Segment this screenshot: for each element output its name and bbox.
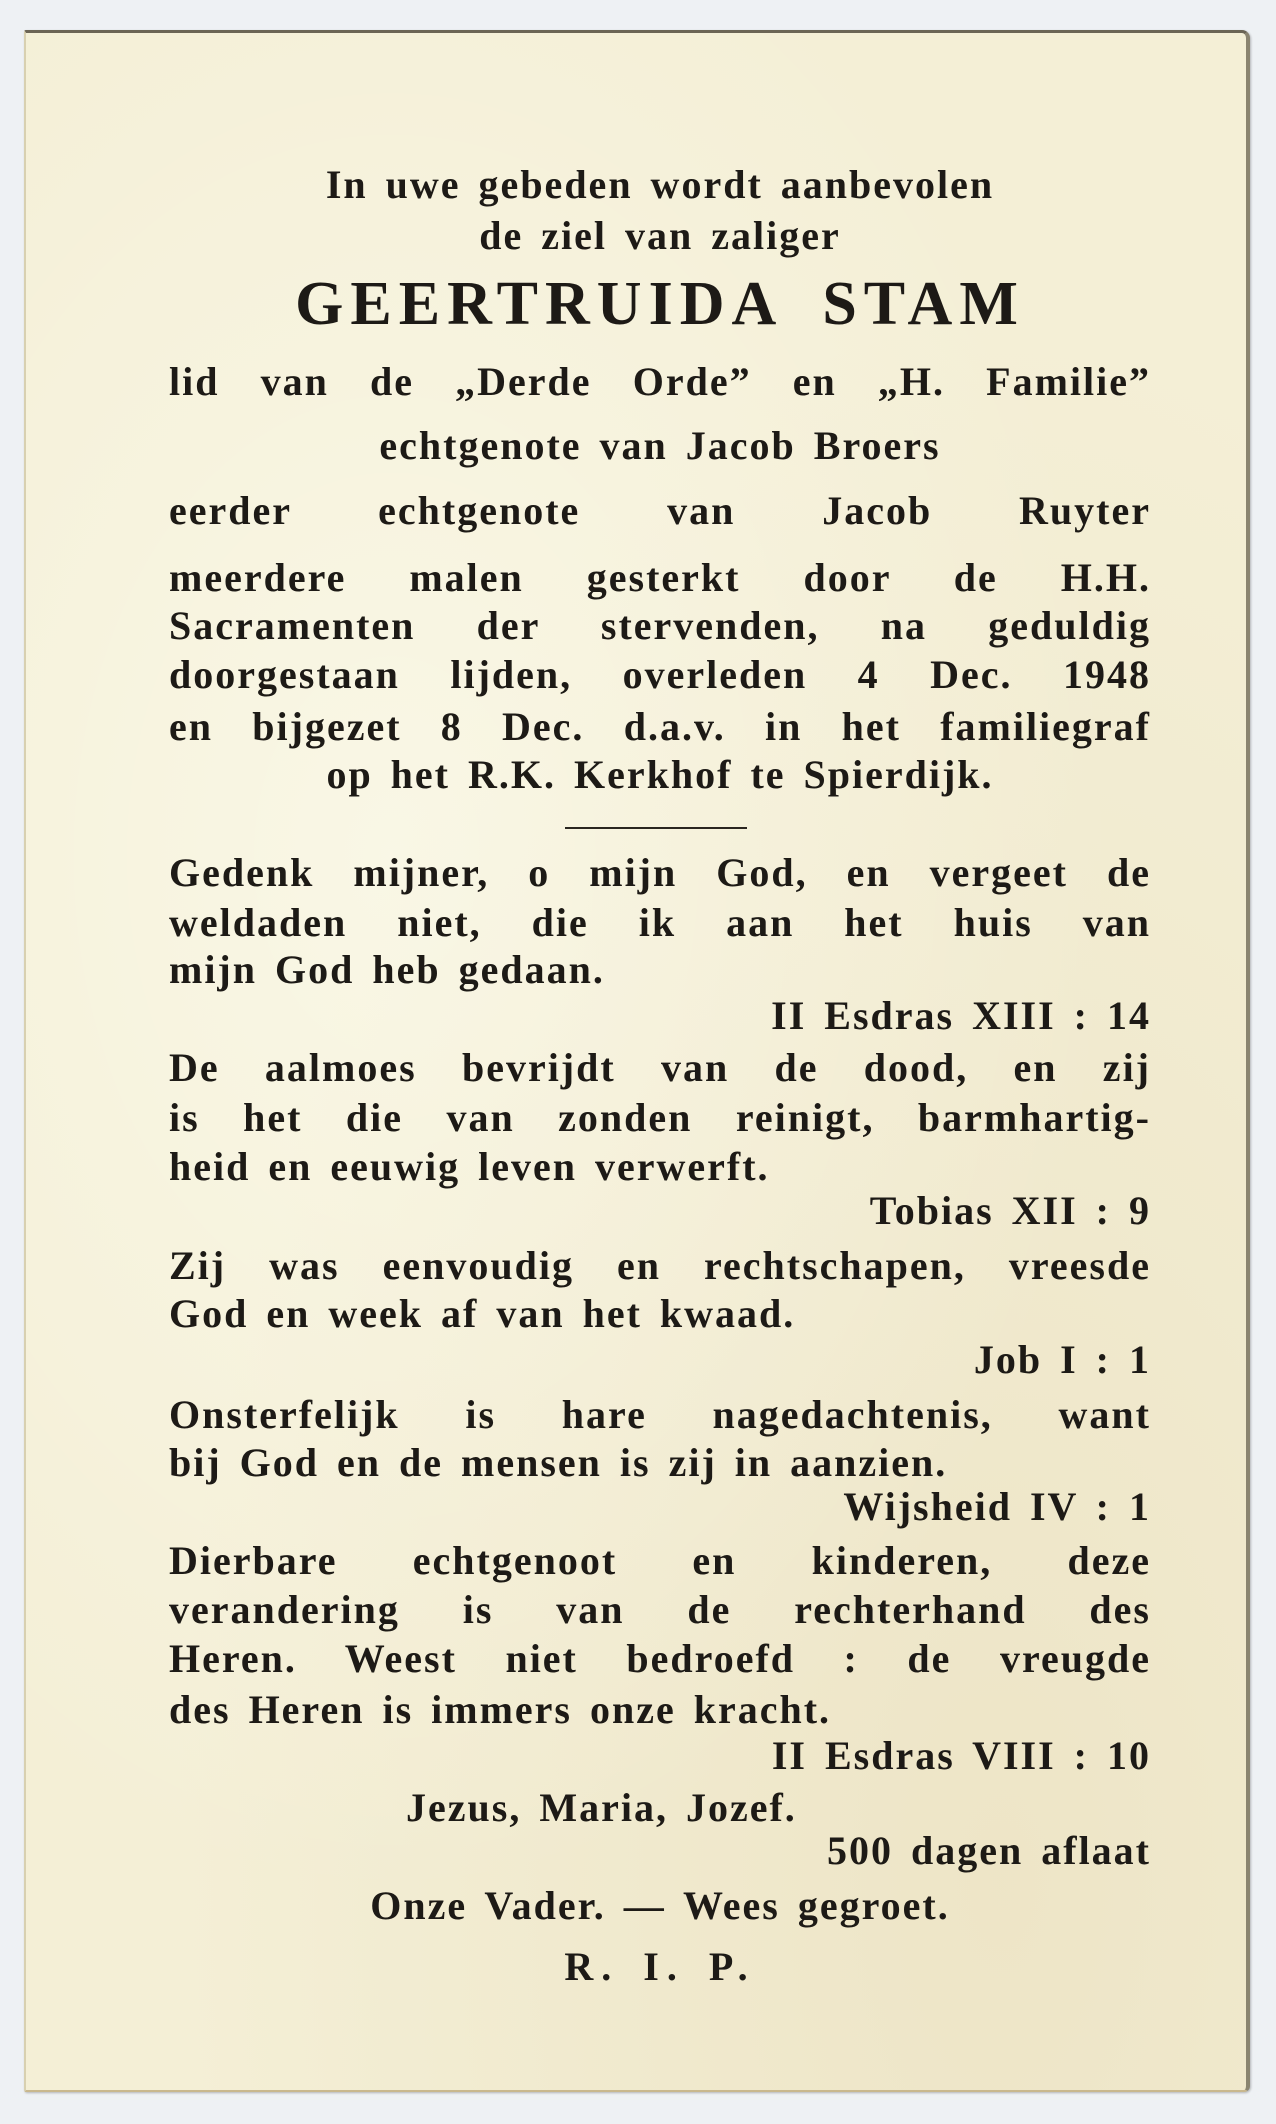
rip: R. I. P. [564,1944,756,1989]
verse-line: Zij was eenvoudig en rechtschapen, vreesde [169,1243,1151,1288]
verse-line: God en week af van het kwaad. [169,1291,796,1336]
verse-line: Heren. Weest niet bedroefd : de vreugde [169,1636,1151,1681]
prayer: Jezus, Maria, Jozef. [406,1785,797,1830]
verse-line: weldaden niet, die ik aan het huis van [169,900,1151,945]
verse-line: Dierbare echtgenoot en kinderen, deze [169,1538,1151,1583]
bio-line: en bijgezet 8 Dec. d.a.v. in het familiegraf [169,704,1151,749]
verse-line: verandering is van de rechterhand des [169,1587,1151,1632]
indulgence: 500 dagen aflaat [827,1828,1151,1873]
bio-line: lid van de „Derde Orde” en „H. Familie” [169,359,1151,404]
verse-line: Gedenk mijner, o mijn God, en vergeet de [169,850,1151,895]
verse-reference: Wijsheid IV : 1 [843,1484,1151,1529]
intro-line: In uwe gebeden wordt aanbevolen [325,162,995,207]
verse-reference: Job I : 1 [973,1337,1151,1382]
closing-prayers: Onze Vader. — Wees gegroet. [370,1883,950,1928]
verse-line: Onsterfelijk is hare nagedachtenis, want [169,1392,1151,1437]
verse-line: heid en eeuwig leven verwerft. [169,1144,770,1189]
verse-line: De aalmoes bevrijdt van de dood, en zij [169,1045,1151,1090]
bio-line: Sacramenten der stervenden, na geduldig [169,603,1151,648]
verse-line: is het die van zonden reinigt, barmhartig- [169,1095,1151,1140]
verse-line: des Heren is immers onze kracht. [169,1687,832,1732]
verse-line: mijn God heb gedaan. [169,947,605,992]
bio-line: echtgenote van Jacob Broers [379,423,941,468]
verse-line: bij God en de mensen is zij in aanzien. [169,1440,948,1485]
verse-reference: II Esdras XIII : 14 [771,993,1151,1038]
bio-line: op het R.K. Kerkhof te Spierdijk. [326,752,994,797]
intro-line: de ziel van zaliger [479,213,841,258]
memorial-card [24,30,1250,2092]
verse-reference: Tobias XII : 9 [869,1188,1151,1233]
bio-line: doorgestaan lijden, overleden 4 Dec. 1948 [169,652,1151,697]
bio-line: eerder echtgenote van Jacob Ruyter [169,488,1151,533]
divider [565,827,747,829]
deceased-name: GEERTRUIDA STAM [295,270,1025,338]
bio-line: meerdere malen gesterkt door de H.H. [169,555,1151,600]
verse-reference: II Esdras VIII : 10 [771,1733,1151,1778]
